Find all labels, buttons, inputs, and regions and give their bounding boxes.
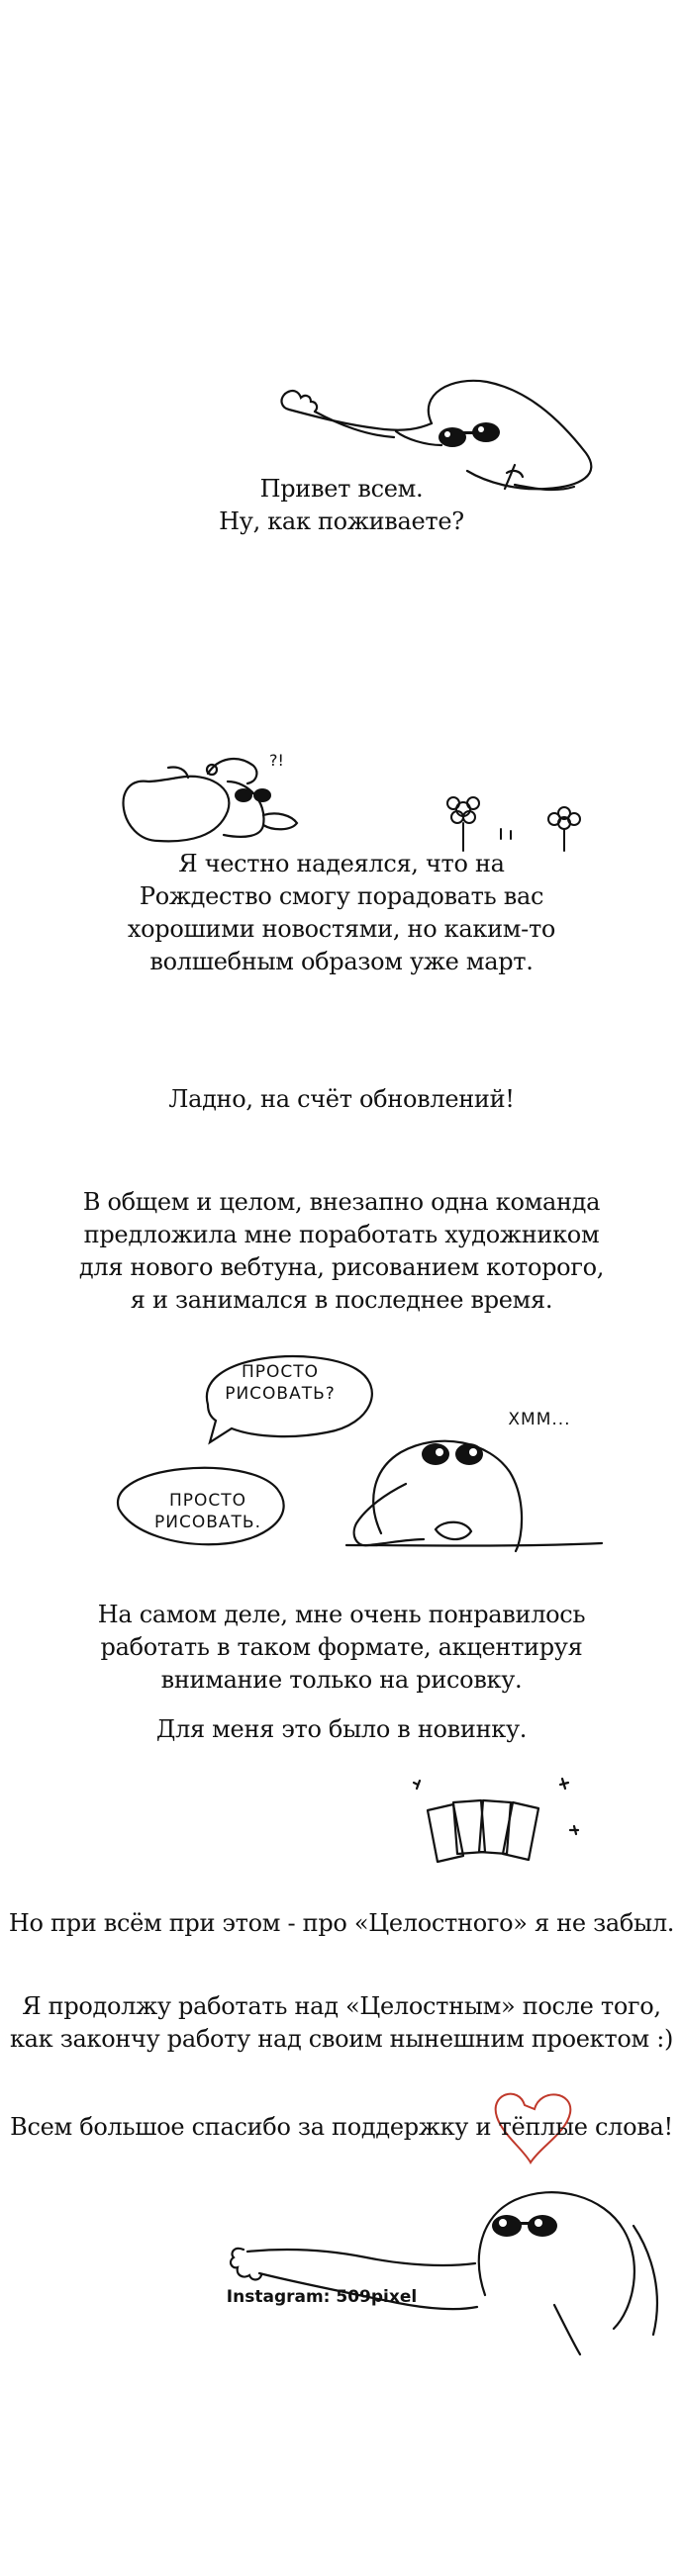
hope-line-4: волшебным образом уже март. [149,948,534,975]
thinking-character-illustration [0,1335,683,1573]
not-forgot-line-1: Но при всём при этом - про «Целостного» я не забыл. [8,1909,675,1937]
hope-line-3: хорошими новостями, но каким-то [127,915,556,943]
updates-heading [0,1083,683,1116]
reaching-character-illustration [0,2176,683,2364]
top-bubble-line-2: РИСОВАТЬ? [225,1384,336,1404]
format-text [0,1599,683,1697]
format-line-3: внимание только на рисовку. [160,1666,523,1694]
format-line-2: работать в таком формате, акцентируя [100,1633,583,1661]
team-line-1: В общем и целом, внезапно одна команда [82,1188,601,1216]
bottom-bubble-line-1: ПРОСТО [168,1491,247,1511]
greeting-text [0,473,683,538]
thanks-text [0,2111,683,2144]
greeting-line-1: Привет всем. [259,475,424,503]
hmm-sfx: ХММ... [508,1410,571,1429]
hope-line-2: Рождество смогу порадовать вас [139,882,544,910]
top-bubble-line-1: ПРОСТО [241,1362,320,1382]
team-line-3: для нового вебтуна, рисованием которого, [78,1253,605,1281]
bottom-bubble-line-2: РИСОВАТЬ. [154,1513,261,1532]
thanks-line-1: Всем большое спасибо за поддержку и тёплые слова! [10,2113,673,2141]
hope-line-1: Я честно надеялся, что на [178,850,505,877]
updates-line-1: Ладно, на счёт обновлений! [168,1085,515,1113]
format-line-1: На самом деле, мне очень понравилось [97,1601,586,1628]
team-text [0,1186,683,1317]
cards-illustration [0,1771,683,1880]
hope-text [0,848,683,978]
greeting-line-2: Ну, как поживаете? [219,507,464,535]
not-forgot-text [0,1907,683,1940]
novelty-line-1: Для меня это было в новинку. [155,1715,528,1743]
continue-line-1: Я продолжу работать над «Целостным» после того, [22,1992,661,2020]
continue-line-2: как закончу работу над своим нынешним проектом :) [9,2025,674,2053]
team-line-2: предложила мне поработать художником [83,1221,600,1248]
instagram-handle: Instagram: 509pixel [226,2287,418,2307]
novelty-text [0,1713,683,1746]
surprise-sfx: ?! [269,751,284,770]
continue-text [0,1990,683,2056]
team-line-4: я и занимался в последнее время. [130,1286,553,1314]
